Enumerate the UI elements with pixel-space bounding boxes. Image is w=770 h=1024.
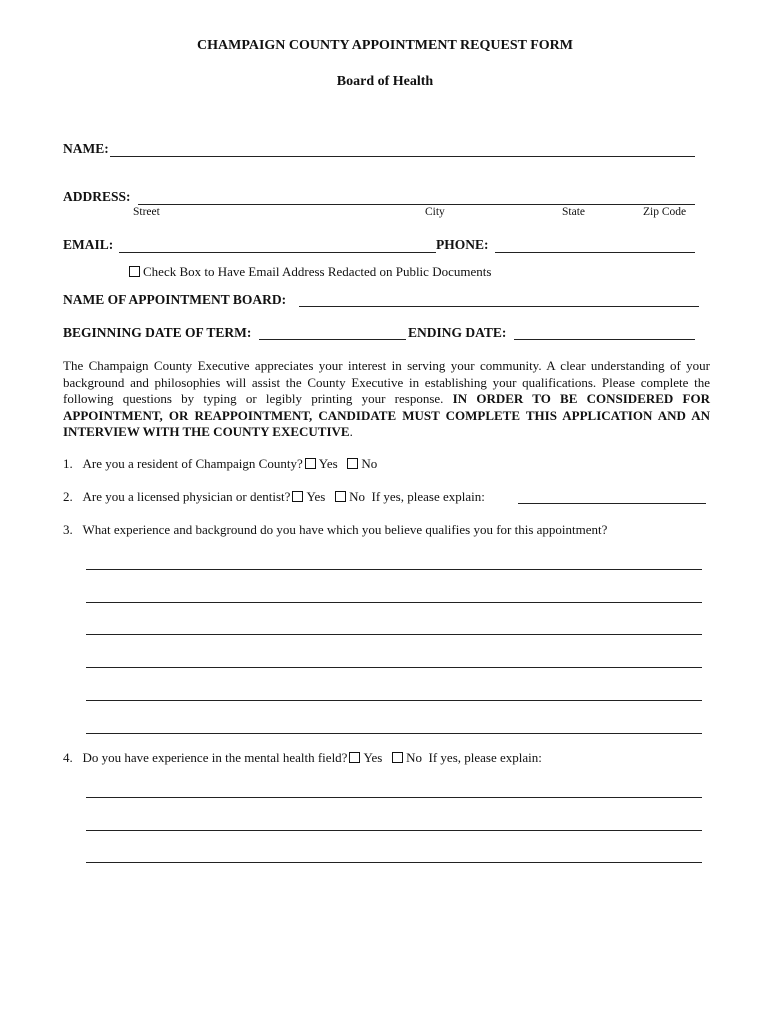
intro-paragraph [63,358,710,441]
question-2-text: Are you a licensed physician or dentist? [82,489,291,504]
email-label: EMAIL: [63,237,114,252]
redact-checkbox-row [129,264,491,280]
question-4-number: 4. [63,750,73,765]
question-2-no-label: No [349,489,365,504]
question-3-text: What experience and background do you have which you believe qualifies you for this appointment? [82,522,608,537]
address-state-label: State [562,206,585,218]
redact-checkbox-label: Check Box to Have Email Address Redacted on Public Documents [143,264,492,279]
question-1-yes-label: Yes [318,456,338,471]
board-label: NAME OF APPOINTMENT BOARD: [63,292,287,307]
intro-end: . [349,424,353,439]
question-3-answer-line-5[interactable] [86,700,702,701]
address-city-label: City [425,206,445,218]
question-1 [63,456,377,472]
question-4-no-label: No [406,750,423,765]
board-field[interactable] [299,306,699,307]
name-field[interactable] [110,156,695,157]
question-4-answer-line-3[interactable] [86,862,702,863]
question-2-yes-label: Yes [306,489,326,504]
question-4-answer-line-1[interactable] [86,797,702,798]
question-3-answer-line-1[interactable] [86,569,702,570]
begin-date-field[interactable] [259,339,406,340]
question-2-yes-checkbox[interactable] [292,491,303,502]
phone-label: PHONE: [436,237,489,252]
name-label: NAME: [63,141,109,156]
form-title: CHAMPAIGN COUNTY APPOINTMENT REQUEST FORM [197,38,573,53]
intro-text: The Champaign County Executive appreciates your interest in serving your community. A clear understanding of your background and philosophies will assist the County Executive in establishing your qualifications. Please complete the following questions by typing or legibly printing your response. [63,358,710,406]
redact-checkbox[interactable] [129,266,140,277]
question-4-explain-label: If yes, please explain: [428,750,542,765]
question-3-answer-line-2[interactable] [86,602,702,603]
intro-bold-text: IN ORDER TO BE CONSIDERED FOR APPOINTMENT, OR REAPPOINTMENT, CANDIDATE MUST COMPLETE THIS APPLICATION AND AN INTERVIEW WITH THE COUNTY EXECUTIVE [63,391,710,439]
question-4-no-checkbox[interactable] [392,752,403,763]
question-3-answer-line-4[interactable] [86,667,702,668]
question-1-no-label: No [361,456,378,471]
address-label: ADDRESS: [63,189,131,204]
question-2-no-checkbox[interactable] [335,491,346,502]
question-4-text: Do you have experience in the mental health field? [82,750,348,765]
end-date-label: ENDING DATE: [408,325,507,340]
email-field[interactable] [119,252,436,253]
question-3-answer-line-6[interactable] [86,733,702,734]
question-2-explain-field[interactable] [518,503,706,504]
end-date-field[interactable] [514,339,695,340]
question-2-number: 2. [63,489,73,504]
question-3-answer-line-3[interactable] [86,634,702,635]
question-1-text: Are you a resident of Champaign County? [82,456,303,471]
question-1-number: 1. [63,456,73,471]
question-2-explain-label: If yes, please explain: [371,489,485,504]
form-subtitle: Board of Health [336,74,434,89]
question-4 [63,750,542,766]
question-4-yes-checkbox[interactable] [349,752,360,763]
address-field[interactable] [138,204,695,205]
phone-field[interactable] [495,252,695,253]
question-1-yes-checkbox[interactable] [305,458,316,469]
begin-date-label: BEGINNING DATE OF TERM: [63,325,252,340]
address-street-label: Street [133,206,160,218]
question-3-number: 3. [63,522,73,537]
question-2 [63,489,485,505]
question-3 [63,522,607,538]
address-zip-label: Zip Code [643,206,687,218]
question-4-yes-label: Yes [363,750,383,765]
question-1-no-checkbox[interactable] [347,458,358,469]
question-4-answer-line-2[interactable] [86,830,702,831]
